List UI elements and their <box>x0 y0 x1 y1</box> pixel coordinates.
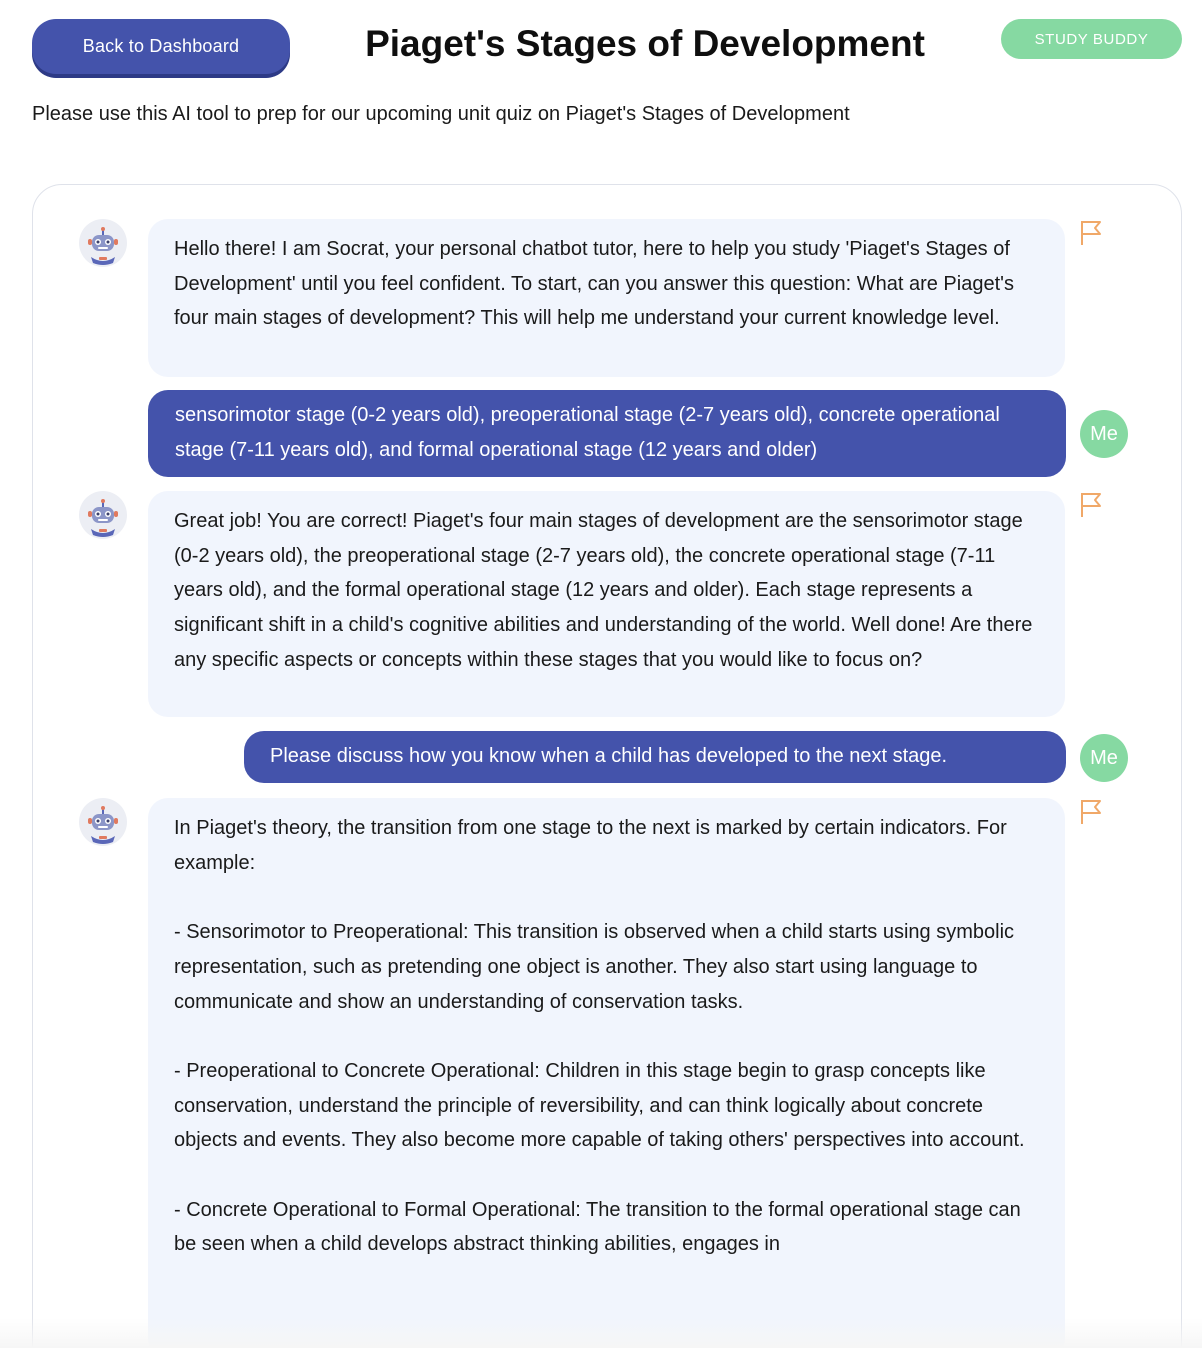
user-avatar: Me <box>1080 410 1128 458</box>
bot-message: In Piaget's theory, the transition from one stage to the next is marked by certain indicators. For example: - Sensorimotor to Preoperational: This transition is observed when a child starts using symbolic representation, such as pretending one object is another. They also start using language to communicate and show an understanding of conservation tasks. - Preoperational to Concrete Operational: Children in this stage begin to grasp concepts like conservation, understand the principle of reversibility, and can think logically about concrete objects and events. They also become more capable of taking others' perspectives into account. - Concrete Operational to Formal Operational: The transition to the formal operational stage can be seen when a child develops abstract thinking abilities, engages in <box>148 798 1065 1348</box>
flag-icon[interactable] <box>1079 491 1105 519</box>
back-to-dashboard-button[interactable]: Back to Dashboard <box>32 19 290 74</box>
bottom-fade <box>0 1318 1202 1348</box>
user-message: sensorimotor stage (0-2 years old), preoperational stage (2-7 years old), concrete operational stage (7-11 years old), and formal operational stage (12 years and older) <box>148 390 1066 477</box>
study-buddy-button[interactable]: STUDY BUDDY <box>1001 19 1182 59</box>
bot-message: Great job! You are correct! Piaget's four main stages of development are the sensorimotor stage (0-2 years old), the preoperational stage (2-7 years old), the concrete operational stage (7-11 years old), and the formal operational stage (12 years and older). Each stage represents a significant shift in a child's cognitive abilities and understanding of the world. Well done! Are there any specific aspects or concepts within these stages that you would like to focus on? <box>148 491 1065 717</box>
bot-message: Hello there! I am Socrat, your personal chatbot tutor, here to help you study 'Piaget's Stages of Development' until you feel confident. To start, can you answer this question: What are Piaget's four main stages of development? This will help me understand your current knowledge level. <box>148 219 1065 377</box>
flag-icon[interactable] <box>1079 798 1105 826</box>
chat-panel[interactable] <box>32 184 1182 1348</box>
robot-avatar-icon <box>79 219 127 267</box>
user-message: Please discuss how you know when a child has developed to the next stage. <box>244 731 1066 783</box>
flag-icon[interactable] <box>1079 219 1105 247</box>
page-title: Piaget's Stages of Development <box>365 23 925 64</box>
robot-avatar-icon <box>79 491 127 539</box>
instructions-text: Please use this AI tool to prep for our upcoming unit quiz on Piaget's Stages of Development <box>32 103 850 125</box>
robot-avatar-icon <box>79 798 127 846</box>
user-avatar: Me <box>1080 734 1128 782</box>
